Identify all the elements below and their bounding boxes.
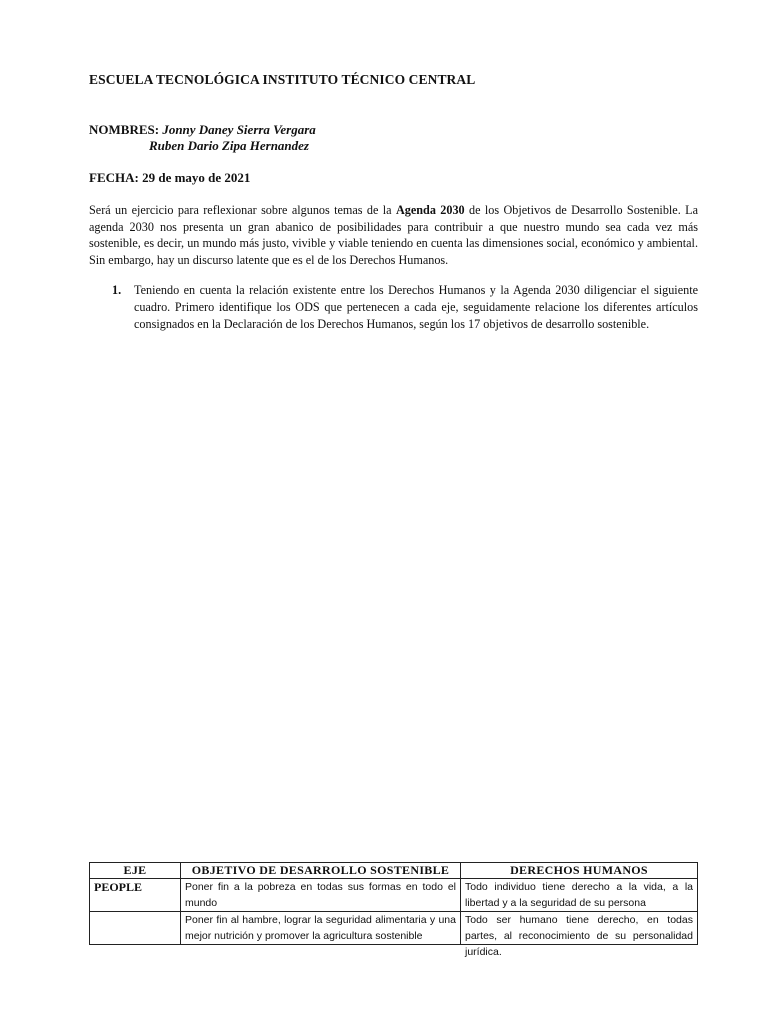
cell-eje: PEOPLE xyxy=(90,879,181,912)
date-value: 29 de mayo de 2021 xyxy=(142,170,251,185)
intro-paragraph xyxy=(89,202,698,268)
school-title: ESCUELA TECNOLÓGICA INSTITUTO TÉCNICO CENTRAL xyxy=(89,72,476,87)
cell-objetivo xyxy=(181,879,461,912)
date-label: FECHA: xyxy=(89,170,139,185)
table-row xyxy=(90,879,698,912)
cell-derecho-text: Todo ser humano tiene derecho, en todas partes, al reconocimiento de su personalidad jurídica. xyxy=(465,914,693,958)
cell-derecho xyxy=(461,912,698,958)
cell-objetivo-text: Poner fin al hambre, lograr la seguridad alimentaria y una mejor nutrición y promover la agricultura sostenible xyxy=(185,914,456,942)
ods-table xyxy=(89,862,698,958)
numbered-instruction xyxy=(112,282,698,333)
intro-text-end: de los Objetivos de Desarrollo Sostenible. La agenda 2030 nos presenta un gran abanico de posibilidades para contribuir a que nuestro mundo sea cada vez más sostenible, es decir, un mundo más justo, vivible y viable teniendo en cuenta las dimensiones social, económico y ambiental. Sin embargo, hay un discurso latente que es el de los Derechos Humanos. xyxy=(89,203,698,267)
cell-objetivo xyxy=(181,912,461,945)
item-number: 1. xyxy=(112,283,122,297)
cell-eje xyxy=(90,912,181,945)
header-eje: EJE xyxy=(90,863,181,879)
item-text: Teniendo en cuenta la relación existente entre los Derechos Humanos y la Agenda 2030 diligenciar el siguiente cuadro. Primero identifique los ODS que pertenecen a cada eje, seguidamente relacione los diferentes artículos consignados en la Declaración de los Derechos Humanos, según los 17 objetivos de desarrollo sostenible. xyxy=(134,283,698,331)
date-line xyxy=(89,170,250,186)
header-objetivo: OBJETIVO DE DESARROLLO SOSTENIBLE xyxy=(181,863,461,879)
cell-objetivo-text: Poner fin a la pobreza en todas sus formas en todo el mundo xyxy=(185,881,456,909)
names-label: NOMBRES: xyxy=(89,122,160,137)
intro-bold-term: Agenda 2030 xyxy=(395,203,465,217)
header-derechos: DERECHOS HUMANOS xyxy=(461,863,698,879)
intro-text-start: Será un ejercicio para reflexionar sobre algunos temas de la xyxy=(89,203,396,217)
student-name-1: Jonny Daney Sierra Vergara xyxy=(162,122,316,137)
cell-derecho xyxy=(461,879,698,912)
names-line xyxy=(89,122,316,138)
cell-derecho-text: Todo individuo tiene derecho a la vida, a la libertad y a la seguridad de su persona xyxy=(465,881,693,909)
table-header-row xyxy=(90,863,698,879)
student-name-2: Ruben Dario Zipa Hernandez xyxy=(149,138,309,153)
table-row xyxy=(90,912,698,945)
